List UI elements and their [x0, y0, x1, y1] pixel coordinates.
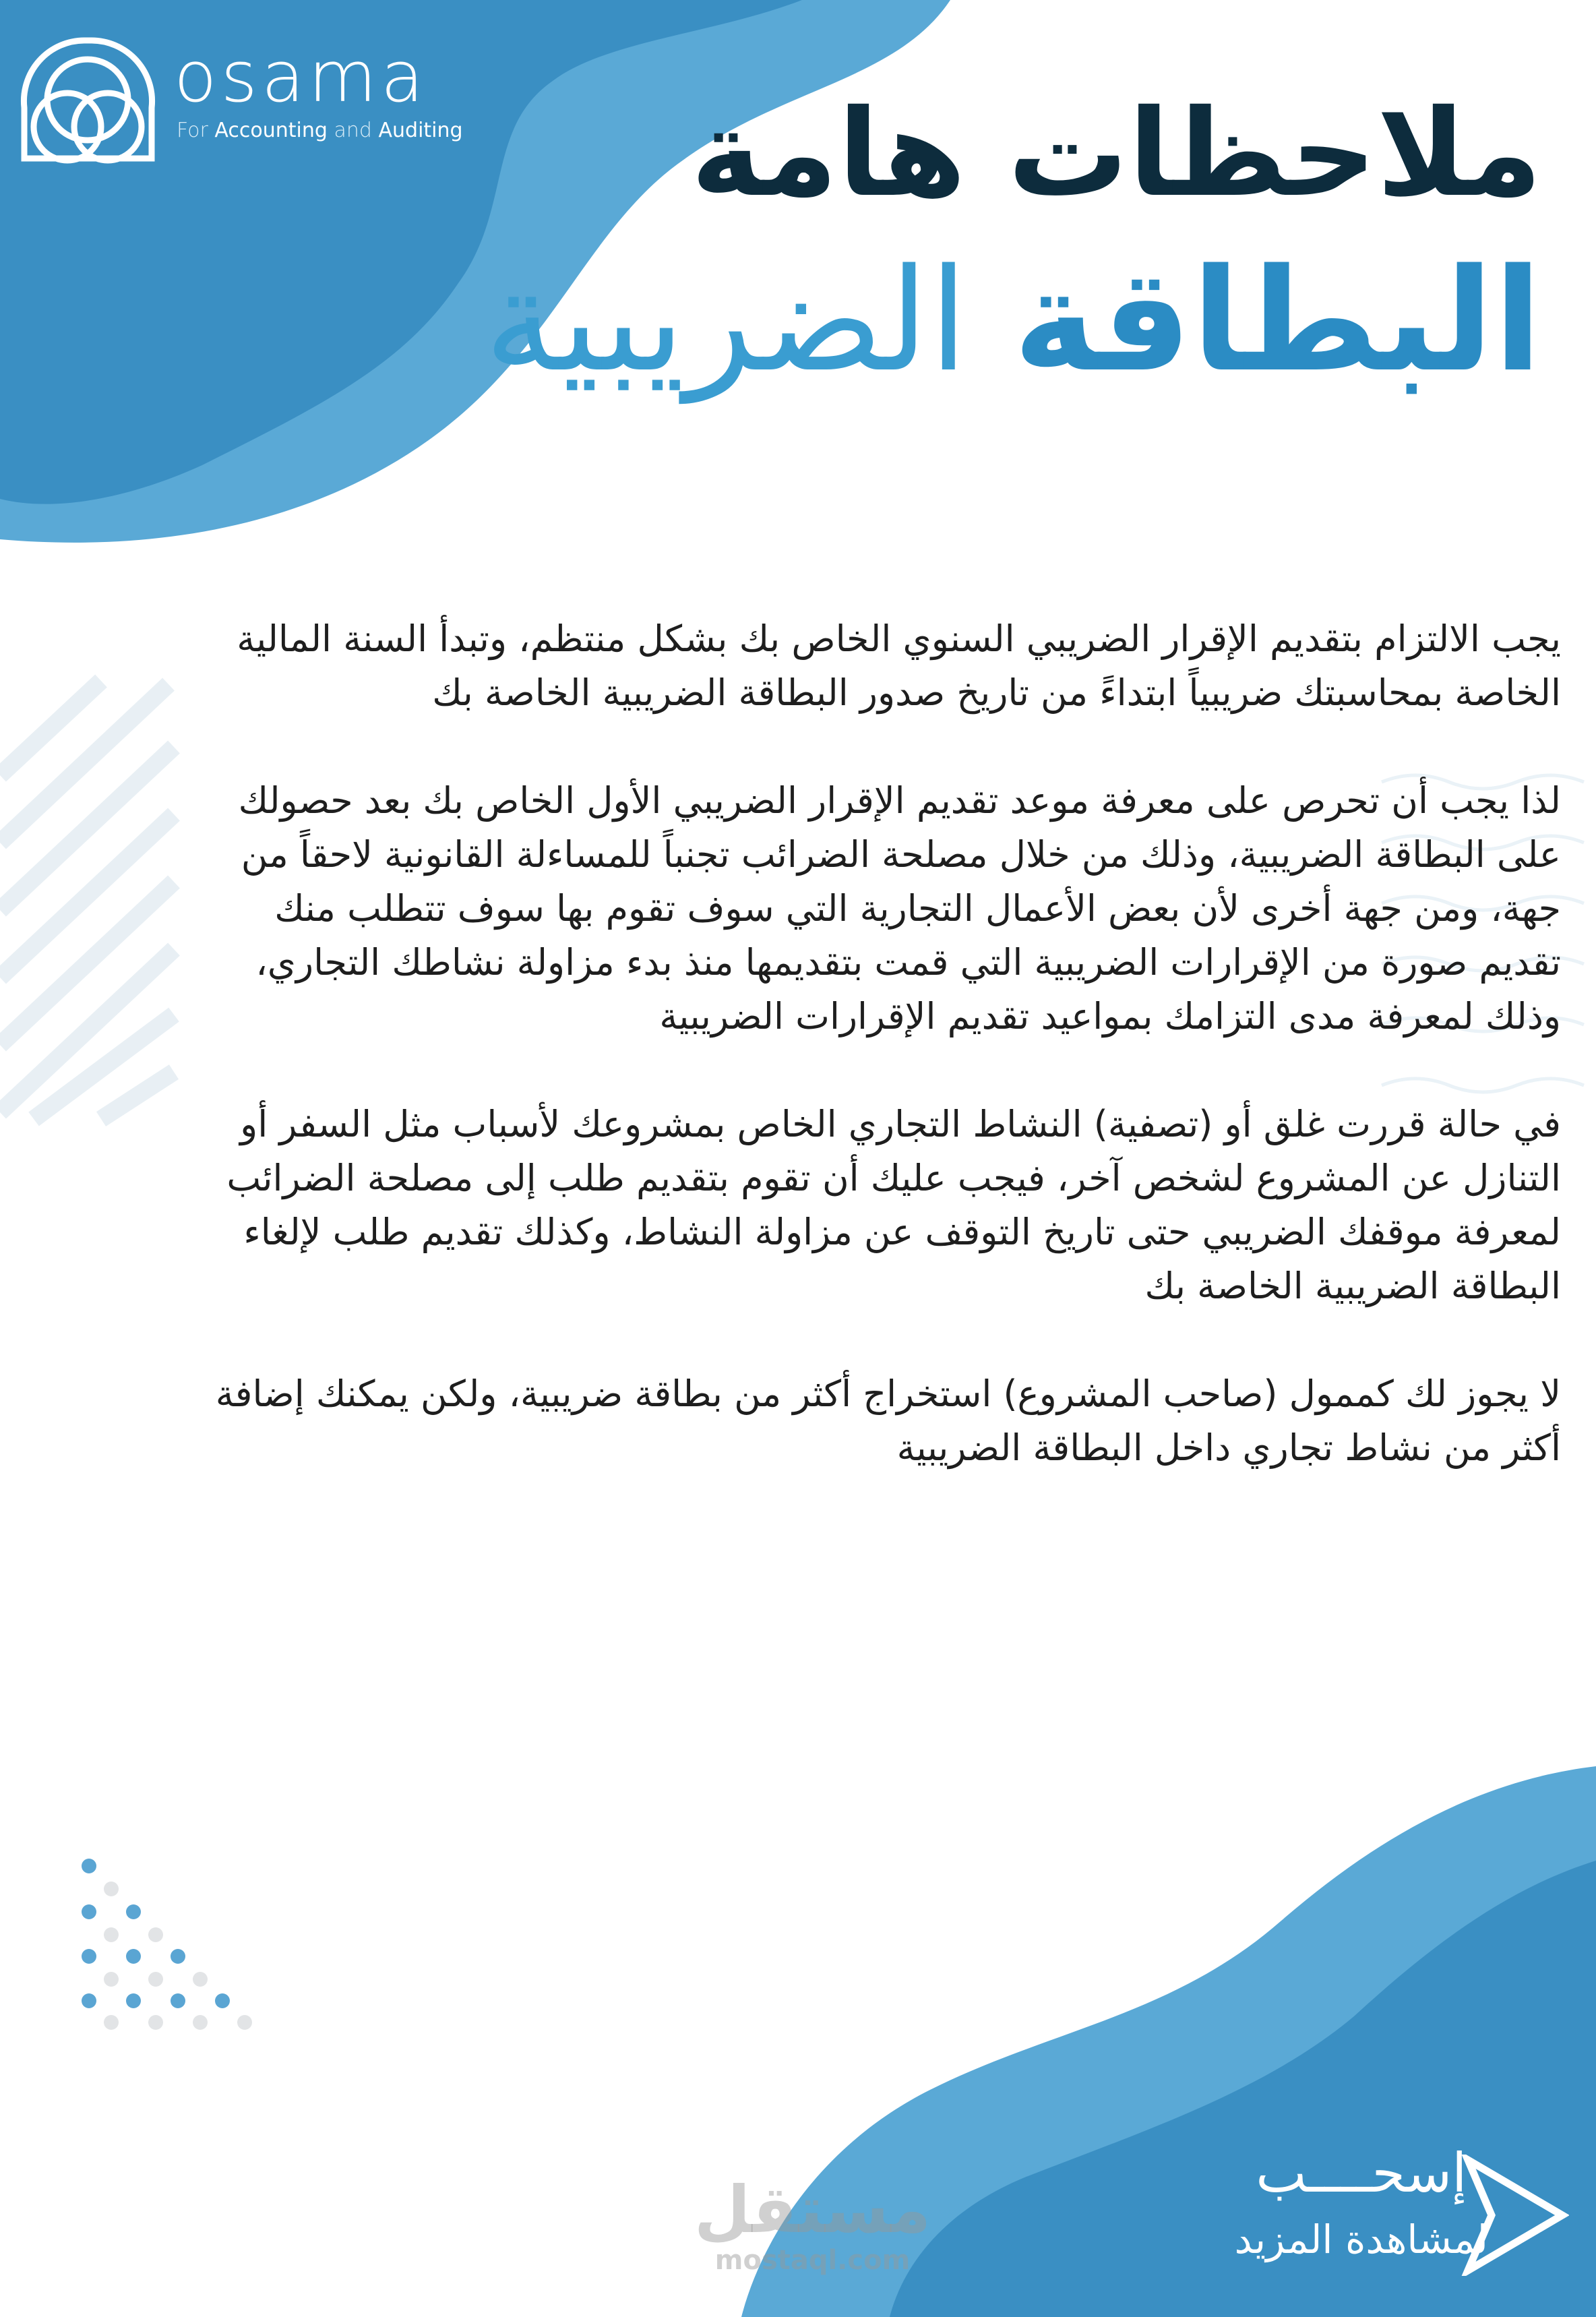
swipe-label: إسحــــب [1256, 2142, 1467, 2204]
notes-body [206, 612, 1561, 1529]
swipe-cta[interactable] [1235, 2144, 1488, 2264]
tagline-accounting: Accounting [214, 119, 328, 142]
paragraph-1: يجب الالتزام بتقديم الإقرار الضريبي السنوي الخاص بك بشكل منتظم، وتبدأ السنة المالية الخاصة بمحاسبتك ضريبياً ابتداءً من تاريخ صدور البطاقة الضريبية الخاصة بك [237, 618, 1561, 714]
watermark [694, 2172, 931, 2276]
diagonal-stripes-left [0, 681, 174, 1119]
see-more-label: لمشاهدة المزيد [1234, 2217, 1488, 2262]
paragraph-3: في حالة قررت غلق أو (تصفية) النشاط التجاري الخاص بمشروعك لأسباب مثل السفر أو التنازل عن المشروع لشخص آخر، فيجب عليك أن تقوم بتقديم طلب إلى مصلحة الضرائب لمعرفة موقفك الضريبي حتى تاريخ التوقف عن مزاولة النشاط، وكذلك تقديم طلب لإلغاء البطاقة الضريبية الخاصة بك [226, 1103, 1561, 1307]
chevron-right-icon[interactable] [1461, 2155, 1569, 2276]
brand-tagline [177, 119, 463, 142]
dot-triangle-pattern [82, 1859, 252, 2030]
watermark-arabic: مستقل [694, 2172, 931, 2248]
tagline-for: For [177, 119, 208, 142]
tagline-and: and [334, 119, 372, 142]
tagline-auditing: Auditing [378, 119, 463, 142]
watermark-latin: mostaql.com [714, 2245, 911, 2276]
paragraph-4: لا يجوز لك كممول (صاحب المشروع) استخراج أكثر من بطاقة ضريبية، ولكن يمكنك إضافة أكثر من نشاط تجاري داخل البطاقة الضريبية [215, 1373, 1561, 1469]
subtitle-word-1: البطاقة [1013, 238, 1542, 403]
subtitle-word-2: الضريبية [484, 238, 969, 403]
paragraph-2: لذا يجب أن تحرص على معرفة موعد تقديم الإقرار الضريبي الأول الخاص بك بعد حصولك على البطاقة الضريبية، وذلك من خلال مصلحة الضرائب تجنباً للمساءلة القانونية لاحقاً من جهة، ومن جهة أخرى لأن بعض الأعمال التجارية التي سوف تقوم بها سوف تتطلب منك تقديم صورة من الإقرارات الضريبية التي قمت بتقديمها منذ بدء مزاولة نشاطك التجاري، وذلك لمعرفة مدى التزامك بمواعيد تقديم الإقرارات الضريبية [238, 779, 1561, 1037]
page-title: ملاحظات هامة [690, 84, 1542, 223]
page-subtitle [484, 238, 1542, 403]
brand-name: osama [174, 36, 428, 118]
